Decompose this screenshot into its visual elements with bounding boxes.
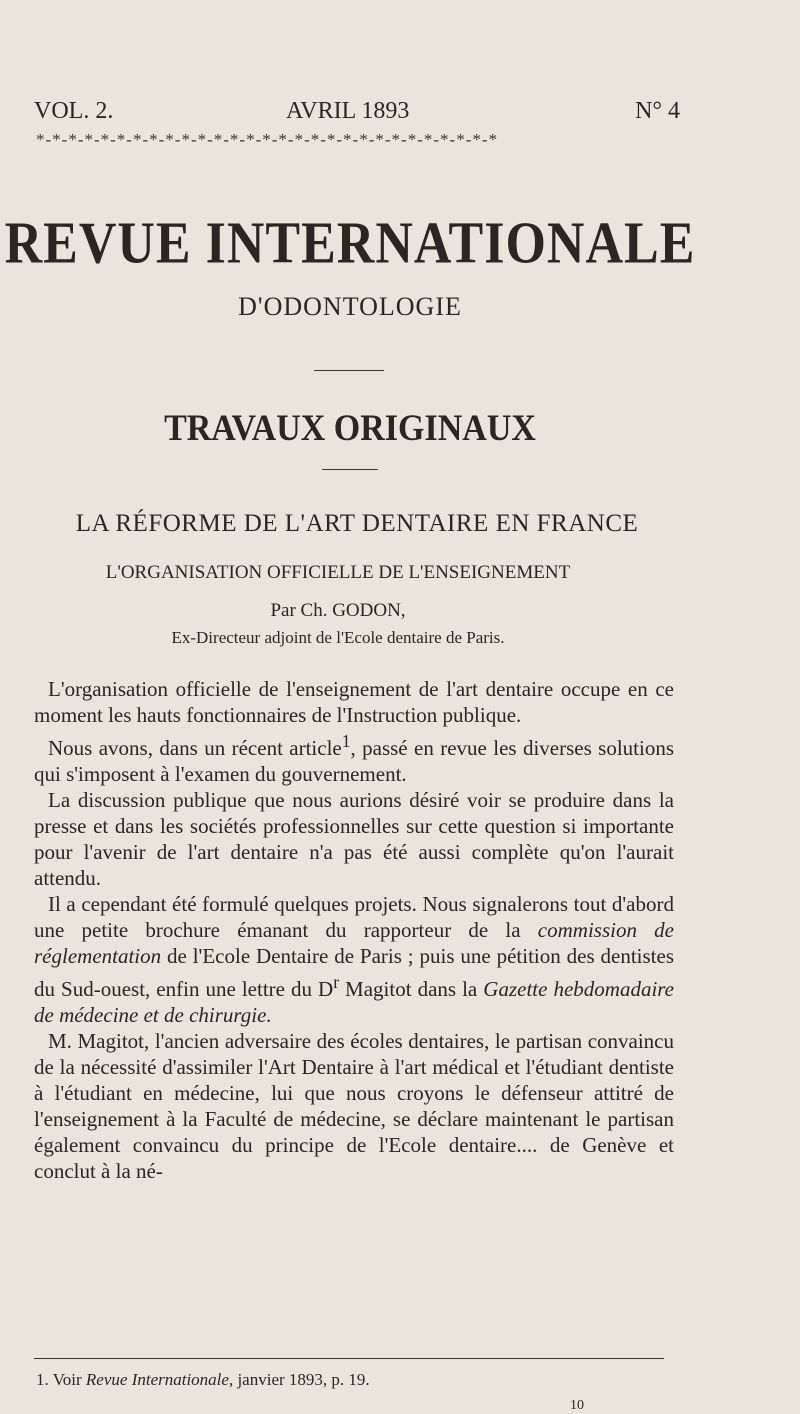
paragraph: L'organisation officielle de l'enseignement de l'art dentaire occupe en ce moment les hauts fonctionnaires de l'Instruction publique. [34, 677, 674, 727]
paragraph: La discussion publique que nous aurions désiré voir se produire dans la presse et dans les sociétés professionnelles sur cette question si importante pour l'avenir de l'art dentaire n'a pas été aussi complète qu'on l'aurait attendu. [34, 788, 674, 890]
author-name: GODON, [332, 600, 406, 621]
footnote-marker: 1 [341, 731, 351, 751]
text-run: Il a cependant été formulé quelques projets. Nous signalerons tout d'abord une petite brochure émanant du rapporteur de la [34, 892, 674, 942]
italic-run: commission de réglementation [34, 918, 674, 968]
section-heading: TRAVAUX ORIGINAUX [164, 408, 536, 449]
italic-run: Gazette hebdomadaire de médecine et de chirurgie. [34, 977, 674, 1027]
text-run: Nous avons, dans un récent article [48, 736, 342, 760]
journal-subtitle: D'ODONTOLOGIE [238, 292, 462, 321]
footnote [36, 1370, 370, 1390]
footnote-rule [34, 1358, 664, 1359]
volume-label: VOL. 2. [34, 98, 114, 124]
issue-number: N° 4 [635, 98, 680, 124]
article-title: LA RÉFORME DE L'ART DENTAIRE EN FRANCE [75, 510, 639, 537]
text-run: de l'Ecole Dentaire de Paris ; puis une pétition des dentistes du Sud-ouest, enfin une lettre du D [34, 944, 674, 1001]
author-affiliation: Ex-Directeur adjoint de l'Ecole dentaire de Paris. [171, 628, 505, 647]
footnote-number: 1. [36, 1370, 49, 1389]
article-subtitle: L'ORGANISATION OFFICIELLE DE L'ENSEIGNEMENT [105, 562, 571, 583]
running-header [34, 98, 680, 128]
text-run: Voir [48, 1370, 86, 1389]
issue-date: AVRIL 1893 [286, 98, 410, 124]
paragraph [34, 891, 674, 1028]
paragraph: M. Magitot, l'ancien adversaire des écoles dentaires, le partisan convaincu de la nécessité d'assimiler l'Art Dentaire à l'art médical et l'étudiant dentiste à l'étudiant en médecine, lui que nous croyons le défenseur attitré de l'enseignement à la Faculté de médecine, se déclare maintenant le partisan également convaincu du principe de l'Ecole dentaire.... de Genève et conclut à la né- [34, 1029, 674, 1183]
divider-rule [322, 469, 378, 470]
text-run: , passé en revue les diverses solutions qui s'imposent à l'examen du gouvernement. [34, 736, 674, 786]
superscript: r [333, 972, 340, 992]
text-run: Magitot dans la [339, 977, 484, 1001]
article-body [34, 676, 674, 1184]
page-number: 10 [570, 1398, 584, 1413]
journal-title: REVUE INTERNATIONALE [4, 210, 696, 277]
article-byline [0, 600, 676, 622]
journal-reference: Revue Internationale, [85, 1370, 234, 1389]
paragraph [34, 728, 674, 787]
byline-prefix: Par Ch. [270, 600, 328, 621]
text-run: janvier 1893, p. 19. [233, 1370, 370, 1389]
divider-rule [314, 370, 384, 371]
star-ornament-rule: *-*-*-*-*-*-*-*-*-*-*-*-*-*-*-*-*-*-*-*-*-*-*-*-*-*-*-*-* [36, 130, 499, 149]
